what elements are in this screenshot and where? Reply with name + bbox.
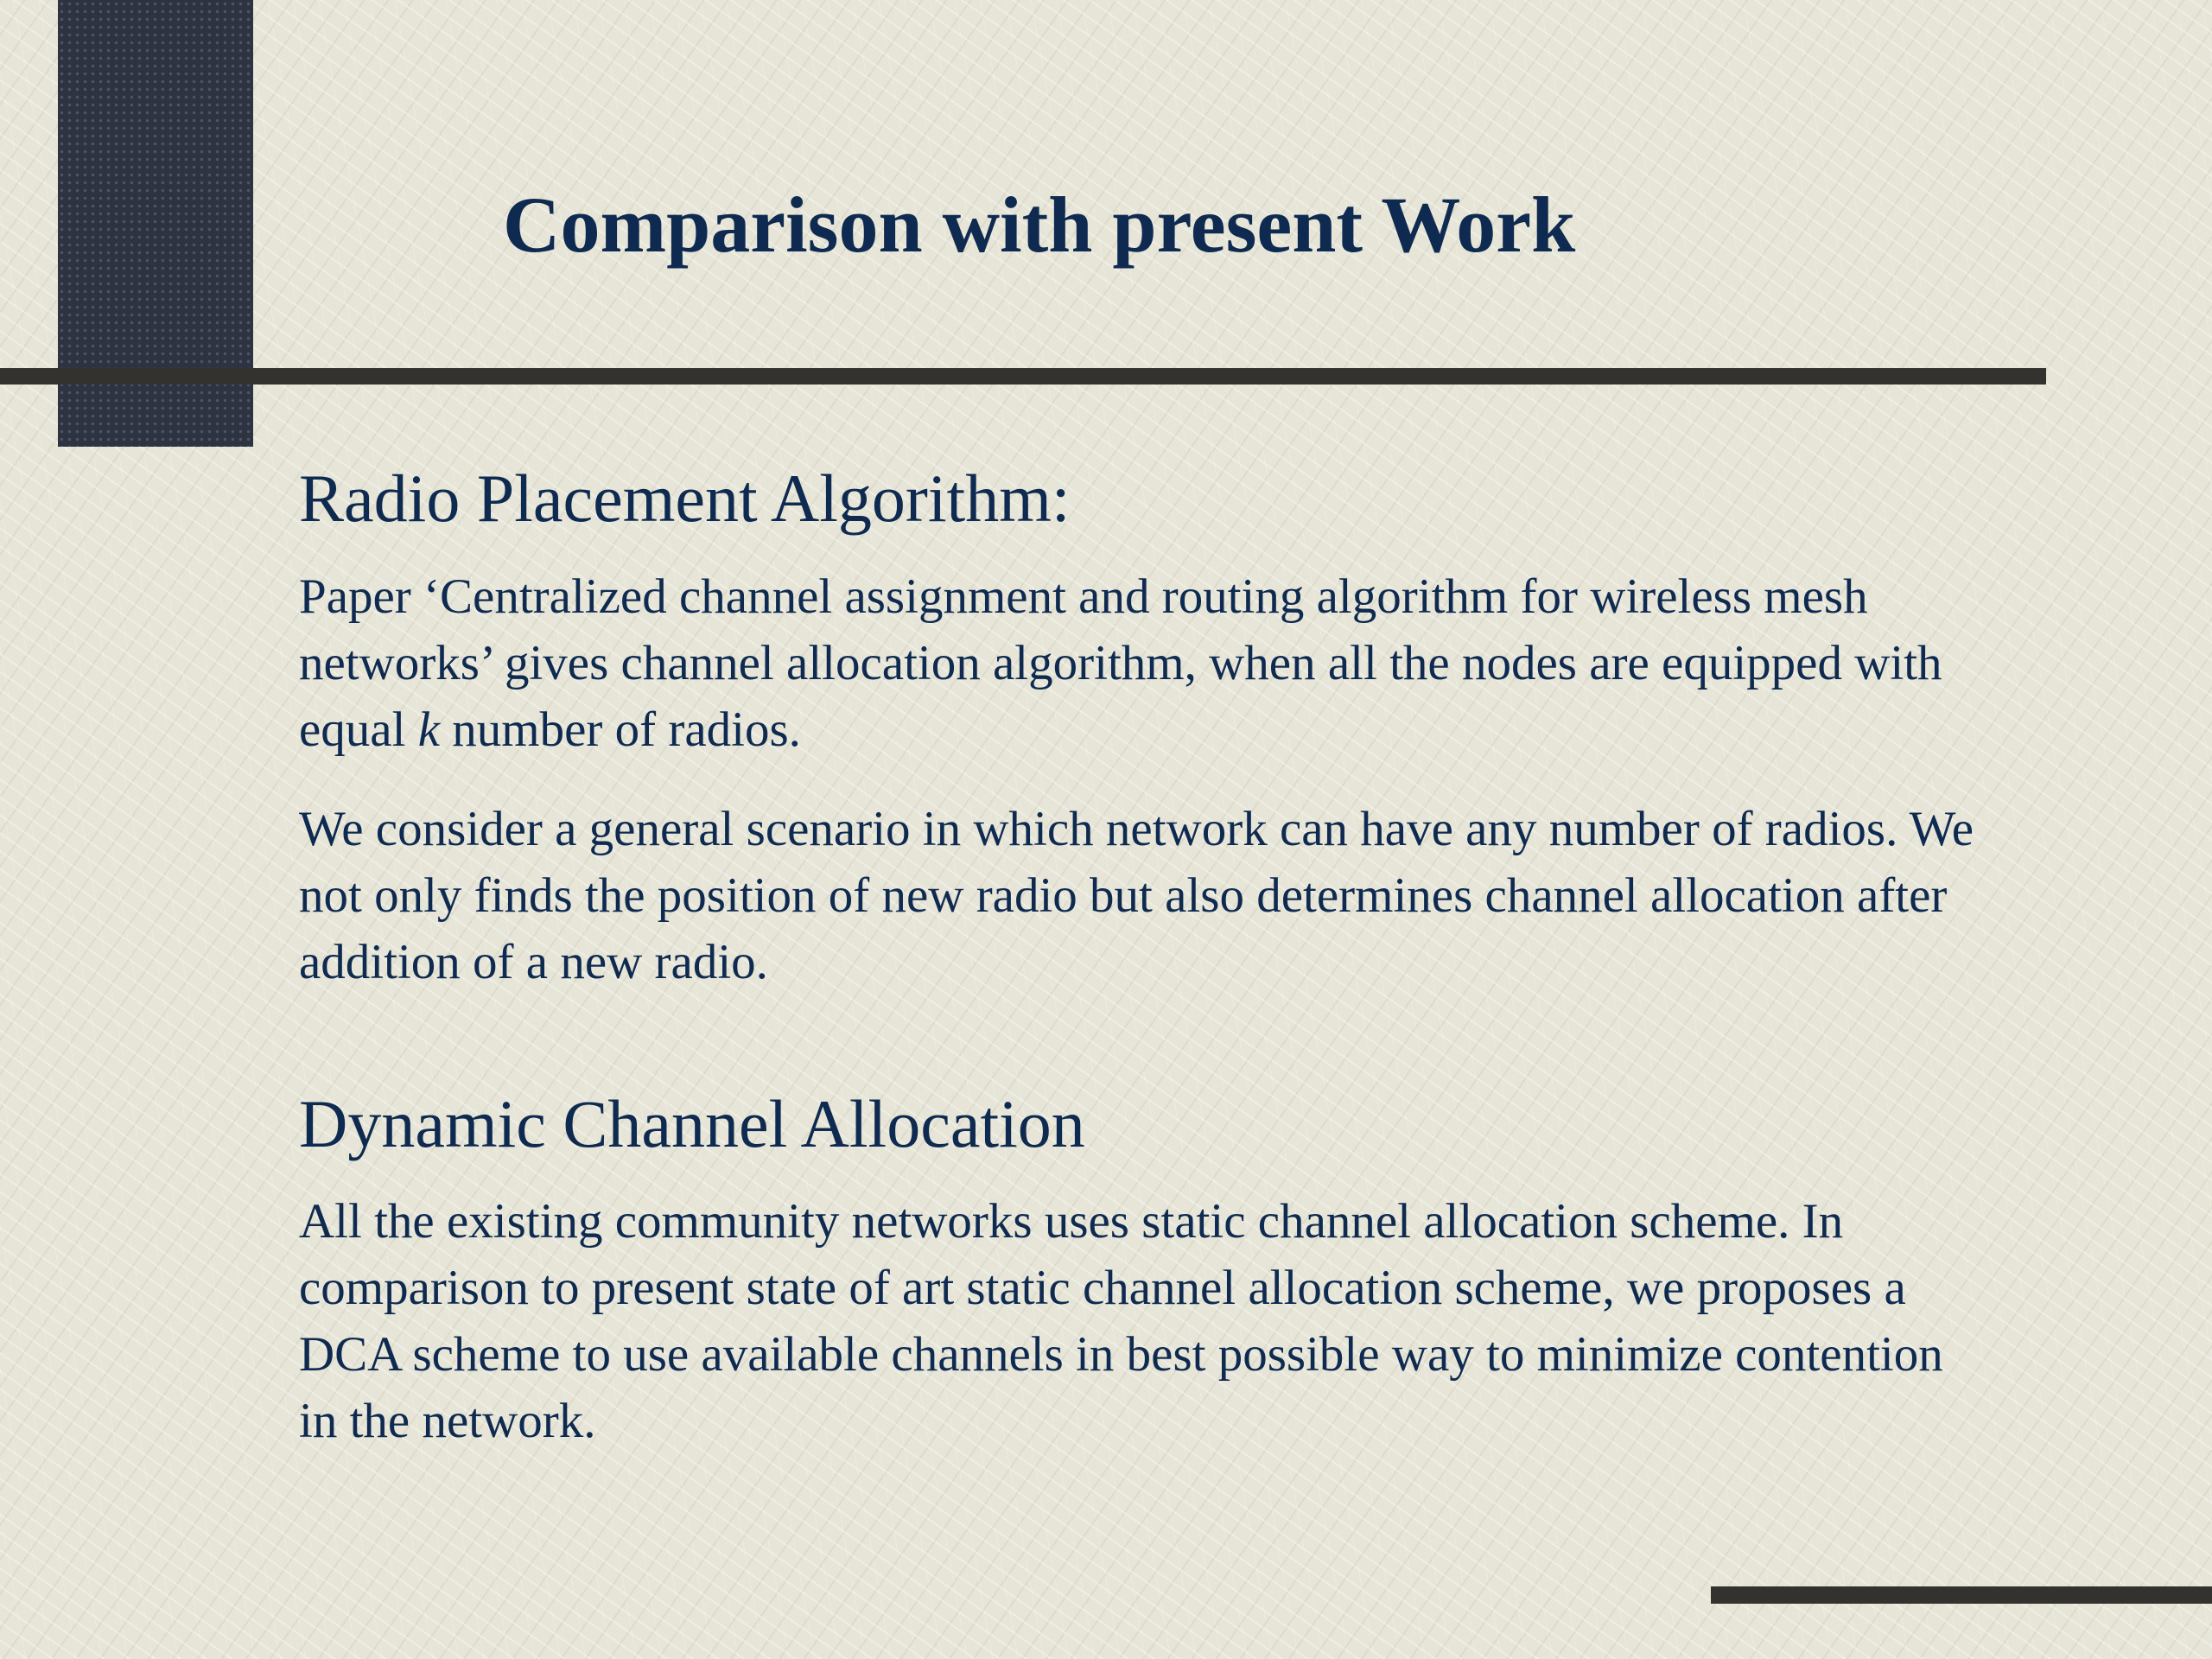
section-heading-dynamic-channel-allocation: Dynamic Channel Allocation — [299, 1085, 1085, 1161]
slide-content — [299, 458, 1993, 1454]
section-paragraph-dynamic-channel-allocation: All the existing community networks uses static channel allocation scheme. In comparison to present state of art static channel allocation scheme, we proposes a DCA scheme to use available channels in best possible way to minimize contention in the network. — [299, 1194, 1943, 1449]
paragraph-text-after: number of radios. — [440, 702, 801, 757]
title-divider-rule — [0, 368, 2046, 385]
variable-k: k — [417, 702, 440, 757]
section-paragraph-radio-placement-1 — [299, 563, 1993, 763]
section-paragraph-radio-placement-2: We consider a general scenario in which network can have any number of radios. We not only finds the position of new radio but also determines channel allocation after addition of a new radio. — [299, 801, 1974, 989]
section-heading-radio-placement: Radio Placement Algorithm: — [299, 461, 1071, 536]
footer-divider-rule — [1711, 1586, 2212, 1604]
paragraph-text-before: Paper ‘Centralized channel assignment and routing algorithm for wireless mesh networks’ gives channel allocation algorithm, when all the nodes are equipped with equal — [299, 569, 1942, 757]
slide-title: Comparison with present Work — [503, 181, 1576, 269]
